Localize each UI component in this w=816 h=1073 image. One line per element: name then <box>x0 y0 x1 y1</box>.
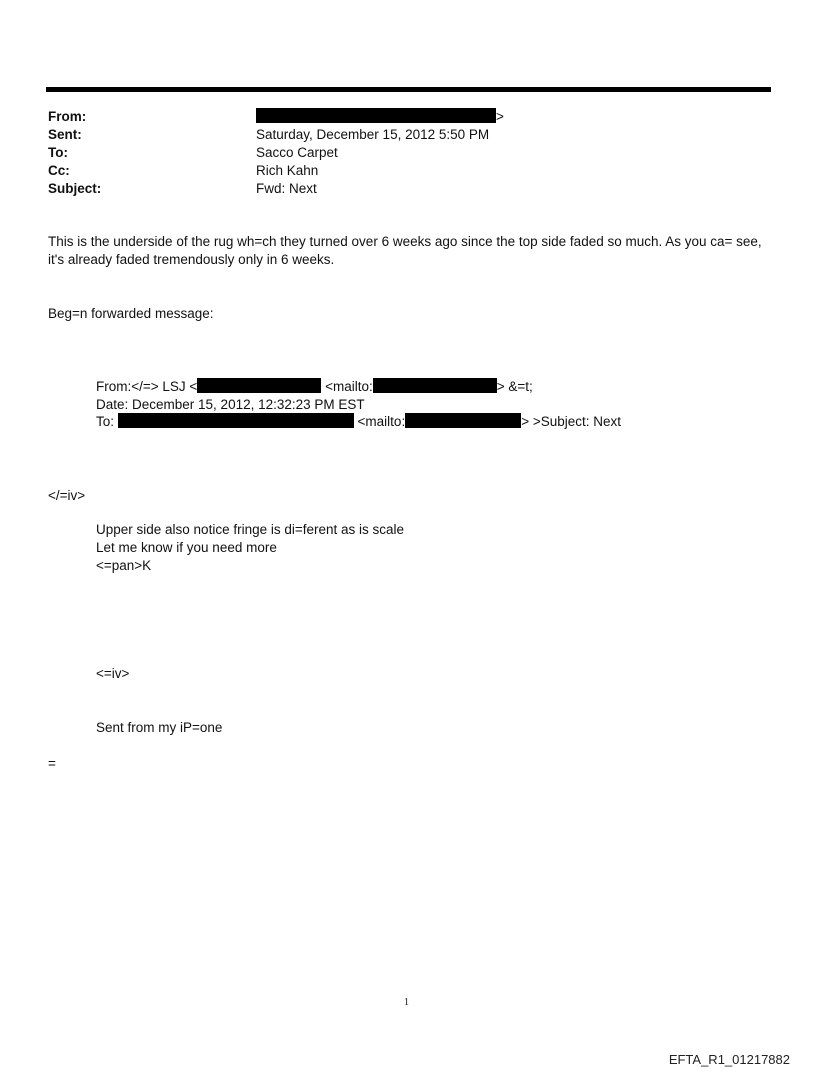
subject-row <box>48 180 748 198</box>
to-value: Sacco Carpet <box>256 145 338 160</box>
body-paragraph-line-1: This is the underside of the rug wh=ch they turned over 6 weeks ago since the top side faded so much. As you ca= see, <box>48 234 762 249</box>
from-value <box>256 108 504 126</box>
redaction-box <box>405 413 521 428</box>
fwd-from-end: > &=t; <box>496 379 533 394</box>
fwd-date-line: Date: December 15, 2012, 12:32:23 PM EST <box>96 397 365 412</box>
fwd-from-line <box>96 378 533 396</box>
document-id: EFTA_R1_01217882 <box>668 1052 790 1067</box>
signature: Sent from my iP=one <box>96 720 223 735</box>
header-rule <box>46 87 771 92</box>
cc-row <box>48 162 748 180</box>
redaction-box <box>197 378 321 393</box>
message-line-1: Upper side also notice fringe is di=ferent as is scale <box>96 522 405 537</box>
fwd-to-mailto: <mailto: <box>357 414 406 429</box>
from-row <box>48 108 748 126</box>
cc-value: Rich Kahn <box>256 163 319 178</box>
equals-sign: = <box>48 756 56 771</box>
cc-label: Cc: <box>48 163 70 178</box>
to-row <box>48 144 748 162</box>
message-line-3: <=pan>K <box>96 558 152 573</box>
sent-value: Saturday, December 15, 2012 5:50 PM <box>256 127 490 142</box>
fwd-to-prefix: To: <box>96 414 115 429</box>
sent-row <box>48 126 748 144</box>
div-open-tag: <=iv> <box>96 666 130 681</box>
sent-label: Sent: <box>48 127 82 142</box>
div-close-tag: </=iv> <box>48 488 86 503</box>
to-label: To: <box>48 145 68 160</box>
fwd-from-mailto: <mailto: <box>325 379 373 394</box>
from-label: From: <box>48 109 87 124</box>
subject-value: Fwd: Next <box>256 181 317 196</box>
body-paragraph-line-2: it's already faded tremendously only in 6 weeks. <box>48 252 335 267</box>
redaction-box <box>373 378 497 393</box>
forward-intro: Beg=n forwarded message: <box>48 306 214 321</box>
message-line-2: Let me know if you need more <box>96 540 277 555</box>
fwd-to-end: > >Subject: Next <box>521 414 622 429</box>
redaction-box <box>256 108 496 123</box>
redaction-box <box>118 413 354 428</box>
page-number: 1 <box>404 997 409 1008</box>
from-value-suffix: > <box>496 109 504 124</box>
fwd-from-prefix: From:</=> LSJ < <box>96 379 198 394</box>
fwd-to-line <box>96 413 621 431</box>
subject-label: Subject: <box>48 181 102 196</box>
